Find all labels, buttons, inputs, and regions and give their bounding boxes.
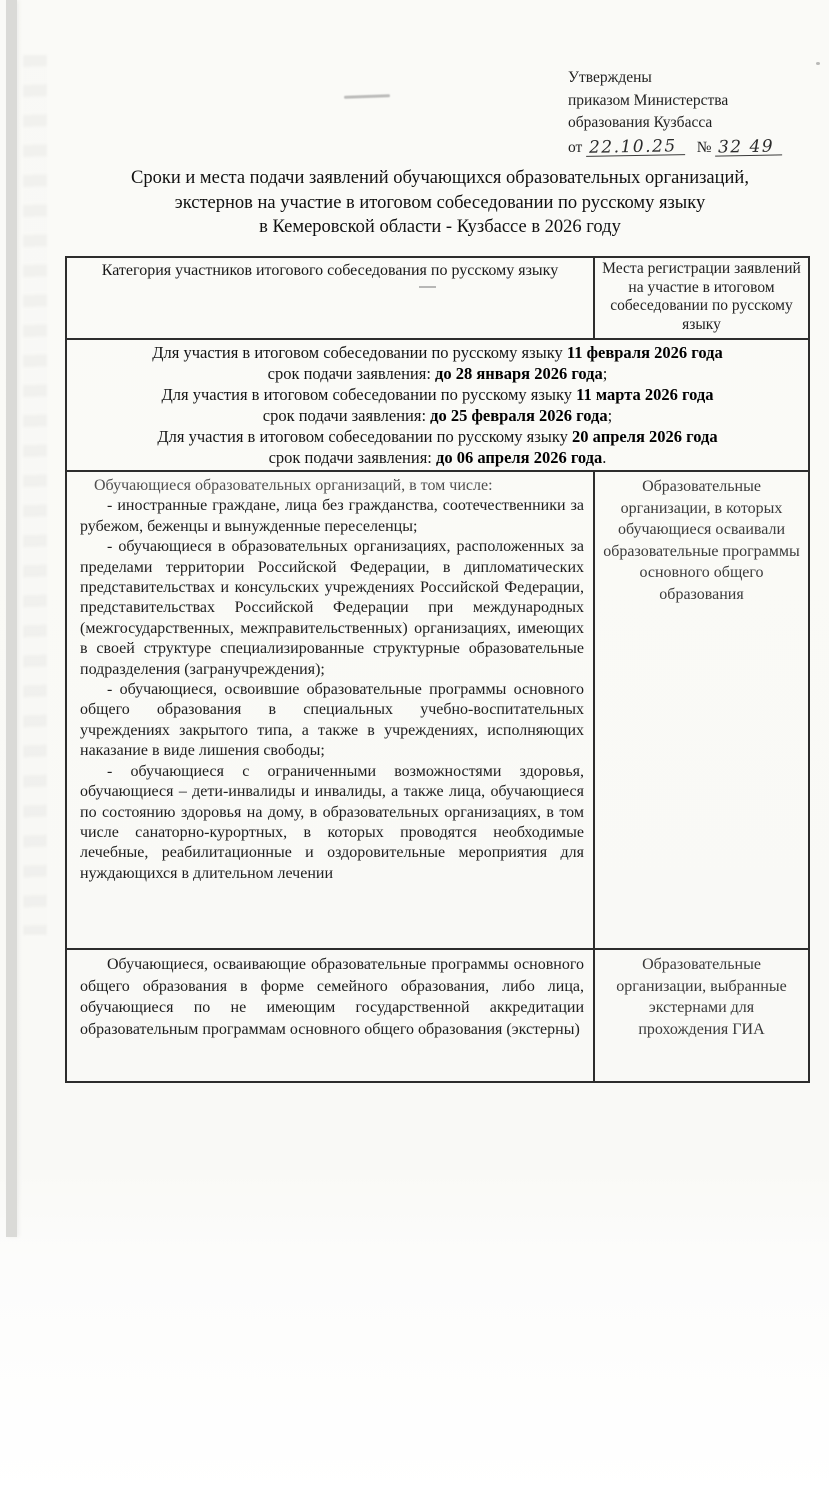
deadline-date: до 06 апреля 2026 года [436, 448, 603, 467]
schedule-line [71, 447, 804, 468]
schedule-text: срок подачи заявления: [267, 364, 436, 383]
date-prefix-label: от [568, 138, 583, 156]
category-cell [66, 471, 594, 949]
schedule-line [71, 342, 804, 363]
extern-category-cell [66, 949, 594, 1082]
category-intro: Обучающиеся образовательных организаций, в том числе: [94, 477, 493, 494]
schedule-line [71, 405, 804, 426]
category-item: - иностранные граждане, лица без гражданства, соотечественники за рубежом, беженцы и вынужденные переселенцы; [80, 497, 584, 535]
deadline-date: до 25 февраля 2026 года [430, 406, 608, 425]
table-row [66, 949, 809, 1082]
schedule-line [71, 384, 804, 405]
category-item: Обучающиеся, осваивающие образовательные программы основного общего образования в форме семейного образования, либо лица, обучающиеся по не имеющим государственной аккредитации образовательным программам основного общего образования (экстерны) [80, 956, 584, 1038]
table-row [66, 471, 809, 949]
event-date: 11 февраля 2026 года [566, 343, 723, 362]
schedule-text: срок подачи заявления: [262, 406, 431, 425]
header-category-column: Категория участников итогового собеседования по русскому языку [66, 257, 594, 339]
header-places-column: Места регистрации заявлений на участие в итоговом собеседовании по русскому языку [594, 257, 809, 339]
category-item: - обучающиеся в образовательных организациях, расположенных за пределами территории Российской Федерации, в дипломатических представительствах и консульских учреждениях Российской Федерации, представительствах Российской Федерации при международных (межгосударственных, межправительственных) организациях, имеющих в своей структуре специализированные структурные образовательные подразделения (загранучреждения); [80, 538, 584, 678]
schedule-cell [66, 339, 809, 471]
schedule-text: . [602, 448, 607, 467]
scan-smudge-artifact [23, 55, 47, 935]
registration-table [65, 256, 810, 1083]
scan-dash-artifact [344, 94, 390, 99]
handwritten-number: 32 49 [715, 139, 782, 156]
schedule-row [66, 339, 809, 471]
document-title-line-1: Сроки и места подачи заявлений обучающихся образовательных организаций, [131, 168, 749, 188]
scan-edge-artifact [6, 0, 17, 1237]
approval-line-2: приказом Министерства [568, 91, 729, 109]
schedule-text: ; [607, 406, 613, 425]
document-title-line-3: в Кемеровской области - Кузбассе в 2026 году [259, 217, 621, 237]
category-item: - обучающиеся, освоившие образовательные программы основного общего образования в специальных учебно-воспитательных учреждениях закрытого типа, а также в учреждениях, исполняющих наказание в виде лишения свободы; [80, 681, 584, 760]
table-header-row [66, 257, 809, 339]
schedule-text: ; [602, 364, 608, 383]
deadline-date: до 28 января 2026 года [435, 364, 603, 383]
approval-line-1: Утверждены [568, 69, 652, 86]
schedule-line [71, 363, 804, 384]
schedule-line [71, 426, 804, 447]
schedule-text: срок подачи заявления: [268, 448, 436, 467]
number-prefix-label: № [696, 138, 712, 156]
category-item: - обучающиеся с ограниченными возможностями здоровья, обучающиеся – дети-инвалиды и инвалиды, а также лица, обучающиеся по состоянию здоровья на дому, в образовательных организациях, в том числе санаторно-курортных, в которых проводятся необходимые лечебные, реабилитационные и оздоровительные мероприятия для нуждающихся в длительном лечении [80, 762, 584, 882]
event-date: 20 апреля 2026 года [572, 427, 718, 446]
document-title [47, 166, 829, 240]
schedule-text: Для участия в итоговом собеседовании по русскому языку [161, 385, 577, 404]
schedule-text: Для участия в итоговом собеседовании по русскому языку [152, 343, 567, 362]
approval-line-3: образования Кузбасса [568, 114, 713, 131]
schedule-text: Для участия в итоговом собеседовании по русскому языку [157, 427, 573, 446]
approval-block [568, 67, 783, 159]
scan-dot-artifact [816, 62, 820, 65]
document-title-line-2: экстернов на участие в итоговом собеседовании по русскому языку [174, 192, 706, 213]
approval-order-line [568, 137, 783, 160]
registration-cell: Образовательные организации, в которых обучающиеся осваивали образовательные программы основного общего образования [594, 471, 809, 949]
event-date: 11 марта 2026 года [576, 385, 714, 404]
registration-cell: Образовательные организации, выбранные экстернами для прохождения ГИА [594, 949, 809, 1082]
handwritten-date: 22.10.25 [586, 139, 685, 157]
